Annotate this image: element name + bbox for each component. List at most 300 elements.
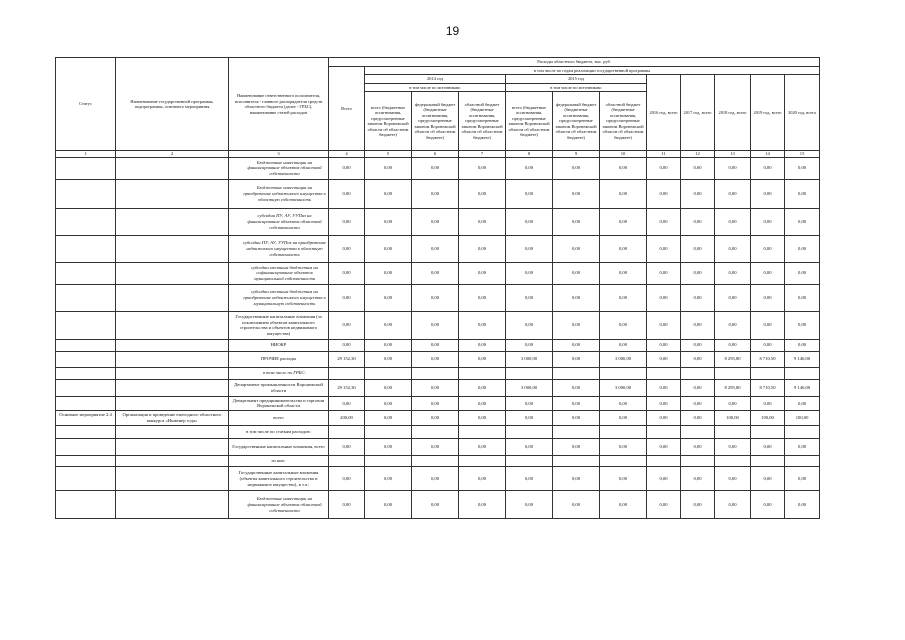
row-value: 0,00: [553, 284, 600, 311]
row-value: 8 295,80: [715, 379, 751, 396]
row-value: [553, 456, 600, 467]
row-value: 0,00: [459, 208, 506, 235]
table-row: [56, 396, 820, 410]
row-value: 0,00: [553, 235, 600, 262]
row-value: 0,00: [681, 284, 715, 311]
row-value: 0,00: [459, 157, 506, 179]
row-status: [56, 426, 116, 439]
row-value: 0,00: [412, 157, 459, 179]
row-value: 0,00: [647, 439, 681, 456]
row-description: Бюджетные инвестиции на приобретение недвижимого имущества в областную собственность: [229, 179, 329, 208]
row-value: 3 000,00: [506, 379, 553, 396]
row-value: 0,00: [365, 491, 412, 519]
row-value: 0,00: [329, 262, 365, 284]
row-value: 3 000,00: [600, 379, 647, 396]
row-value: [329, 367, 365, 379]
row-program: [116, 157, 229, 179]
row-value: 0,00: [681, 208, 715, 235]
row-value: 9 146,00: [785, 351, 820, 367]
row-value: 100,00: [785, 411, 820, 426]
row-value: 0,00: [647, 157, 681, 179]
row-value: 0,00: [412, 284, 459, 311]
row-value: 0,00: [553, 351, 600, 367]
row-value: 0,00: [506, 411, 553, 426]
row-value: [412, 456, 459, 467]
row-value: 0,00: [365, 411, 412, 426]
row-value: 0,00: [365, 351, 412, 367]
table-row: [56, 411, 820, 426]
row-value: 0,00: [647, 179, 681, 208]
header-src-2015-regional: областной бюджет (бюджетные ассигнования, предусмотренные законом Воронежской области об областном бюджете): [600, 92, 647, 151]
table-row: [56, 456, 820, 467]
header-expenses: Расходы областного бюджета, тыс. руб.: [329, 58, 820, 67]
row-value: 0,00: [751, 284, 785, 311]
row-value: 0,00: [785, 491, 820, 519]
row-value: 0,00: [751, 439, 785, 456]
row-value: 0,00: [715, 439, 751, 456]
row-status: [56, 351, 116, 367]
table-row: [56, 367, 820, 379]
row-value: 0,00: [329, 339, 365, 351]
row-value: [785, 367, 820, 379]
row-value: 0,00: [751, 208, 785, 235]
row-status: [56, 157, 116, 179]
table-row: [56, 351, 820, 367]
row-description: НИОКР: [229, 339, 329, 351]
table-row: [56, 179, 820, 208]
row-value: 0,00: [506, 179, 553, 208]
row-value: 0,00: [647, 311, 681, 339]
row-value: 8 710,50: [751, 351, 785, 367]
column-number: 11: [647, 151, 681, 158]
row-program: [116, 426, 229, 439]
row-value: 0,00: [329, 208, 365, 235]
row-value: 0,00: [506, 208, 553, 235]
row-value: 0,00: [506, 235, 553, 262]
row-value: [329, 426, 365, 439]
header-src-2015-federal: федеральный бюджет (бюджетные ассигнования, предусмотренные законом Воронежской области об областном бюджете): [553, 92, 600, 151]
row-value: 0,00: [553, 396, 600, 410]
row-value: [329, 456, 365, 467]
row-value: 0,00: [715, 396, 751, 410]
header-program-name: Наименование государственной программы, подпрограммы, основного мероприятия: [116, 58, 229, 151]
row-value: 0,00: [785, 262, 820, 284]
row-description: ПРОЧИЕ расходы: [229, 351, 329, 367]
row-description: в том числе по статьям расходов:: [229, 426, 329, 439]
row-value: 0,00: [647, 284, 681, 311]
row-value: 0,00: [459, 491, 506, 519]
column-number: 10: [600, 151, 647, 158]
header-year-2014: 2014 год: [365, 75, 506, 84]
row-value: 0,00: [715, 208, 751, 235]
row-value: 0,00: [600, 311, 647, 339]
row-value: 0,00: [600, 284, 647, 311]
row-value: 0,00: [600, 439, 647, 456]
row-value: [506, 367, 553, 379]
column-number: 7: [459, 151, 506, 158]
row-value: [785, 456, 820, 467]
header-year-2018: 2018 год, всего: [715, 75, 751, 151]
row-description: в том числе по ГРБС:: [229, 367, 329, 379]
table-row: [56, 262, 820, 284]
row-value: 0,00: [412, 179, 459, 208]
row-value: 0,00: [412, 396, 459, 410]
row-value: 0,00: [553, 411, 600, 426]
row-value: 9 146,00: [785, 379, 820, 396]
row-value: 100,00: [751, 411, 785, 426]
row-value: 0,00: [751, 235, 785, 262]
row-value: 29 152,30: [329, 351, 365, 367]
row-status: [56, 439, 116, 456]
row-value: 0,00: [412, 262, 459, 284]
row-value: [647, 456, 681, 467]
page-number: 19: [445, 24, 460, 38]
row-value: 0,00: [681, 467, 715, 491]
header-year-2017: 2017 год, всего: [681, 75, 715, 151]
row-description: всего: [229, 411, 329, 426]
row-value: 0,00: [553, 491, 600, 519]
row-value: 0,00: [715, 311, 751, 339]
row-value: 0,00: [785, 439, 820, 456]
row-value: 0,00: [681, 179, 715, 208]
row-value: [600, 367, 647, 379]
row-value: 0,00: [600, 235, 647, 262]
row-description: Департамент промышленности Воронежской области: [229, 379, 329, 396]
row-value: 0,00: [785, 157, 820, 179]
row-value: 0,00: [365, 339, 412, 351]
row-value: [412, 367, 459, 379]
row-value: 0,00: [459, 339, 506, 351]
row-value: 0,00: [785, 208, 820, 235]
row-value: 0,00: [681, 379, 715, 396]
row-value: 200,00: [329, 411, 365, 426]
row-value: 0,00: [681, 396, 715, 410]
row-value: 0,00: [681, 235, 715, 262]
row-value: 0,00: [459, 439, 506, 456]
row-value: 0,00: [600, 208, 647, 235]
row-value: 0,00: [715, 157, 751, 179]
row-value: 0,00: [681, 157, 715, 179]
row-value: 0,00: [365, 379, 412, 396]
header-year-2015: 2015 год: [506, 75, 647, 84]
row-value: 0,00: [600, 262, 647, 284]
row-status: Основное мероприятие 2.4: [56, 411, 116, 426]
column-number: 3: [229, 151, 329, 158]
row-program: [116, 262, 229, 284]
row-status: [56, 235, 116, 262]
row-value: 0,00: [459, 411, 506, 426]
row-value: [506, 426, 553, 439]
row-value: 0,00: [365, 262, 412, 284]
row-program: [116, 208, 229, 235]
table-row: [56, 491, 820, 519]
column-number: 6: [412, 151, 459, 158]
row-value: 8 710,50: [751, 379, 785, 396]
row-value: 0,00: [785, 339, 820, 351]
row-value: 0,00: [681, 262, 715, 284]
row-value: 0,00: [785, 179, 820, 208]
header-including-2015: в том числе по источникам:: [506, 83, 647, 92]
row-program: [116, 439, 229, 456]
row-value: 0,00: [647, 339, 681, 351]
row-value: 0,00: [715, 235, 751, 262]
row-value: 0,00: [365, 208, 412, 235]
row-value: 0,00: [715, 467, 751, 491]
row-program: [116, 235, 229, 262]
row-value: 0,00: [412, 339, 459, 351]
column-number: 5: [365, 151, 412, 158]
row-description: Государственные капитальные вложения, всего: [229, 439, 329, 456]
header-src-2014-regional: областной бюджет (бюджетные ассигнования, предусмотренные законом Воронежской области об областном бюджете): [459, 92, 506, 151]
table-row: [56, 339, 820, 351]
row-program: [116, 396, 229, 410]
row-value: 0,00: [459, 467, 506, 491]
row-value: 0,00: [506, 491, 553, 519]
row-program: [116, 311, 229, 339]
table-row: [56, 208, 820, 235]
row-description: субсидии местным бюджетам на софинансирование объектов муниципальной собственности: [229, 262, 329, 284]
row-value: 0,00: [647, 351, 681, 367]
row-value: 0,00: [647, 235, 681, 262]
row-value: 0,00: [715, 491, 751, 519]
row-value: [647, 426, 681, 439]
row-value: [553, 367, 600, 379]
header-by-years: в том числе по годам реализации государственной программы: [365, 66, 820, 75]
row-value: 0,00: [412, 411, 459, 426]
header-indicator-name: Наименование ответственного исполнителя, исполнителя - главного распорядителя средств областного бюджета (далее - ГРБС), наименование статей расходов: [229, 58, 329, 151]
row-value: 29 152,30: [329, 379, 365, 396]
row-value: 0,00: [412, 439, 459, 456]
row-description: Государственные капитальные вложения (объекты капитального строительства и недвижимое имущество), в т.ч.:: [229, 467, 329, 491]
row-status: [56, 379, 116, 396]
row-value: 0,00: [785, 284, 820, 311]
row-value: [365, 426, 412, 439]
row-value: 0,00: [365, 235, 412, 262]
row-description: Департамент предпринимательства и торговли Воронежской области: [229, 396, 329, 410]
row-status: [56, 456, 116, 467]
row-value: 0,00: [412, 467, 459, 491]
row-value: [459, 456, 506, 467]
row-value: 0,00: [459, 262, 506, 284]
row-value: 0,00: [506, 396, 553, 410]
row-value: 0,00: [329, 157, 365, 179]
row-value: 0,00: [412, 491, 459, 519]
row-program: Организация и проведение ежегодного областного конкурса «Инженер года»: [116, 411, 229, 426]
row-value: 0,00: [681, 491, 715, 519]
row-value: 0,00: [785, 396, 820, 410]
row-value: 0,00: [600, 411, 647, 426]
row-program: [116, 367, 229, 379]
row-value: 0,00: [365, 467, 412, 491]
row-status: [56, 396, 116, 410]
row-value: [647, 367, 681, 379]
table-row: [56, 467, 820, 491]
row-value: 0,00: [600, 179, 647, 208]
budget-table: [55, 57, 820, 519]
row-value: 0,00: [553, 379, 600, 396]
row-value: 0,00: [647, 491, 681, 519]
row-value: [715, 426, 751, 439]
row-value: 0,00: [365, 396, 412, 410]
row-value: 3 000,00: [506, 351, 553, 367]
row-value: [365, 367, 412, 379]
column-number: 12: [681, 151, 715, 158]
row-value: 0,00: [412, 379, 459, 396]
row-value: 0,00: [459, 396, 506, 410]
row-program: [116, 179, 229, 208]
row-value: [751, 426, 785, 439]
row-value: 0,00: [412, 235, 459, 262]
table-row: [56, 311, 820, 339]
column-number: 15: [785, 151, 820, 158]
row-value: 0,00: [365, 157, 412, 179]
row-value: 0,00: [715, 179, 751, 208]
row-value: 0,00: [553, 157, 600, 179]
row-value: 0,00: [365, 439, 412, 456]
row-value: 0,00: [329, 284, 365, 311]
row-value: [785, 426, 820, 439]
row-value: 0,00: [506, 157, 553, 179]
row-program: [116, 284, 229, 311]
row-value: 0,00: [412, 208, 459, 235]
row-status: [56, 208, 116, 235]
header-total: Всего: [329, 66, 365, 151]
row-value: 0,00: [751, 491, 785, 519]
row-value: 0,00: [459, 311, 506, 339]
row-value: 0,00: [647, 467, 681, 491]
row-value: 0,00: [681, 439, 715, 456]
row-value: 0,00: [647, 262, 681, 284]
row-value: 0,00: [600, 157, 647, 179]
row-value: 0,00: [600, 491, 647, 519]
row-status: [56, 491, 116, 519]
row-value: 0,00: [553, 208, 600, 235]
row-program: [116, 339, 229, 351]
table-row: [56, 439, 820, 456]
row-value: 0,00: [600, 339, 647, 351]
row-value: 0,00: [365, 284, 412, 311]
row-value: 0,00: [751, 467, 785, 491]
row-value: 0,00: [647, 379, 681, 396]
table-row: [56, 284, 820, 311]
row-value: 0,00: [459, 179, 506, 208]
table-row: [56, 235, 820, 262]
header-src-2015-total: всего (бюджетные ассигнования, предусмотренные законом Воронежской области об областном бюджете): [506, 92, 553, 151]
row-value: 0,00: [600, 396, 647, 410]
row-value: 0,00: [459, 235, 506, 262]
table-row: [56, 426, 820, 439]
row-value: [751, 367, 785, 379]
row-value: 0,00: [329, 396, 365, 410]
row-value: 0,00: [715, 262, 751, 284]
row-value: 0,00: [459, 379, 506, 396]
header-src-2014-total: всего (бюджетные ассигнования, предусмотренные законом Воронежской области об областном бюджете): [365, 92, 412, 151]
column-number: 4: [329, 151, 365, 158]
row-value: 0,00: [785, 467, 820, 491]
row-value: 0,00: [506, 262, 553, 284]
row-program: [116, 456, 229, 467]
row-value: 0,00: [459, 284, 506, 311]
row-description: Бюджетные инвестиции на финансирование объектов областной собственности: [229, 157, 329, 179]
row-value: 0,00: [681, 311, 715, 339]
row-value: 0,00: [553, 439, 600, 456]
row-value: [751, 456, 785, 467]
row-value: 3 000,00: [600, 351, 647, 367]
row-description: Государственные капитальные вложения (за исключением объектов капитального строительства и объектов недвижимого имущества): [229, 311, 329, 339]
header-status: Статус: [56, 58, 116, 151]
column-numbers-row: [56, 151, 820, 158]
row-status: [56, 284, 116, 311]
row-value: 0,00: [365, 311, 412, 339]
row-value: 0,00: [751, 262, 785, 284]
table-body: [56, 157, 820, 518]
row-value: 0,00: [751, 157, 785, 179]
row-status: [56, 367, 116, 379]
row-value: [365, 456, 412, 467]
header-src-2014-federal: федеральный бюджет (бюджетные ассигнования, предусмотренные законом Воронежской области об областном бюджете): [412, 92, 459, 151]
row-value: 0,00: [506, 284, 553, 311]
row-value: 0,00: [506, 311, 553, 339]
row-description: субсидии ПУ, АУ, УУПиз на финансирование объектов областной собственности: [229, 208, 329, 235]
row-value: [412, 426, 459, 439]
row-value: 0,00: [681, 411, 715, 426]
row-value: [681, 367, 715, 379]
column-number: 2: [116, 151, 229, 158]
row-value: 0,00: [751, 339, 785, 351]
row-value: 0,00: [681, 339, 715, 351]
row-value: [681, 456, 715, 467]
row-value: [681, 426, 715, 439]
row-value: [506, 456, 553, 467]
row-value: [600, 426, 647, 439]
row-value: 0,00: [553, 467, 600, 491]
row-value: 0,00: [647, 411, 681, 426]
row-program: [116, 491, 229, 519]
row-status: [56, 179, 116, 208]
row-value: 0,00: [785, 235, 820, 262]
row-value: 0,00: [751, 311, 785, 339]
row-value: 0,00: [553, 179, 600, 208]
row-value: 0,00: [751, 179, 785, 208]
column-number: 8: [506, 151, 553, 158]
row-value: 0,00: [329, 311, 365, 339]
row-description: субсидии местным бюджетам на приобретение недвижимого имущества в муниципальную собственность: [229, 284, 329, 311]
row-status: [56, 339, 116, 351]
row-value: 8 295,80: [715, 351, 751, 367]
row-status: [56, 467, 116, 491]
column-number: 13: [715, 151, 751, 158]
header-year-2019: 2019 год, всего: [751, 75, 785, 151]
row-value: 0,00: [506, 339, 553, 351]
row-value: [553, 426, 600, 439]
header-including-2014: в том числе по источникам:: [365, 83, 506, 92]
row-value: 0,00: [715, 284, 751, 311]
row-description: субсидии ПУ, АУ, УУПиз на приобретение недвижимого имущества в областную собственность: [229, 235, 329, 262]
row-description: из них:: [229, 456, 329, 467]
header-year-2016: 2016 год, всего: [647, 75, 681, 151]
row-value: 0,00: [715, 339, 751, 351]
row-value: 0,00: [647, 396, 681, 410]
row-value: 0,00: [600, 467, 647, 491]
row-program: [116, 467, 229, 491]
column-number: 9: [553, 151, 600, 158]
column-number: 14: [751, 151, 785, 158]
row-value: 0,00: [506, 439, 553, 456]
row-value: [600, 456, 647, 467]
row-value: [459, 426, 506, 439]
row-description: Бюджетные инвестиции на финансирование объектов областной собственности: [229, 491, 329, 519]
row-value: 0,00: [329, 491, 365, 519]
